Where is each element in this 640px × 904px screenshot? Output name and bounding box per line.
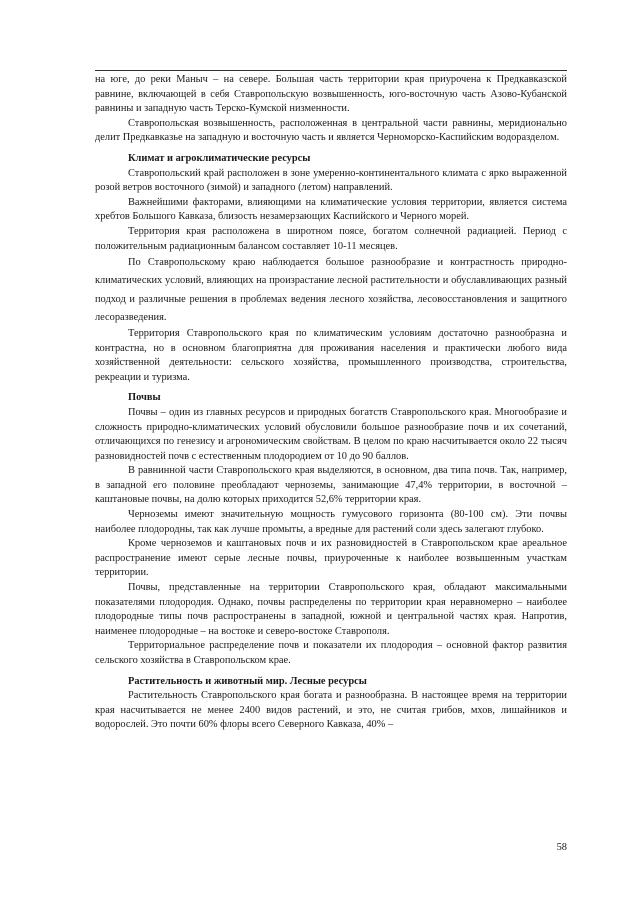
paragraph: Территория края расположена в широтном поясе, богатом солнечной радиацией. Период с положительным радиационным балансом составляет 10-11 месяцев. bbox=[95, 225, 567, 252]
paragraph: Территориальное распределение почв и показатели их плодородия – основной фактор развития сельского хозяйства в Ставропольском крае. bbox=[95, 640, 567, 666]
section-heading-flora: Растительность и животный мир. Лесные ресурсы bbox=[128, 675, 367, 687]
paragraph: В равнинной части Ставропольского края выделяются, в основном, два типа почв. Так, например, в западной его половине преобладают черноземы, занимающие 47,4% территории, в восточной – каштановые почвы, на долю которых приходится 52,6% территории края. bbox=[95, 465, 567, 506]
paragraph: Ставропольский край расположен в зоне умеренно-континентального климата с ярко выраженной розой ветров восточного (зимой) и западного (летом) направлений. bbox=[95, 167, 567, 194]
paragraph: Территория Ставропольского края по климатическим условиям достаточно разнообразна и контрастна, но в основном благоприятна для проживания населения и практически любого вида хозяйственной деятельности: сельского хозяйства, промышленного производства, строительства, рекреации и туризма. bbox=[95, 327, 567, 383]
header-rule bbox=[95, 70, 567, 71]
document-body bbox=[95, 73, 567, 733]
paragraph: По Ставропольскому краю наблюдается большое разнообразие и контрастность природно-климатических условий, влияющих на произрастание лесной растительности и обуславливающих разный подход и различные решения в проблемах ведения лесного хозяйства, лесовосстановления и защитного лесоразведения. bbox=[95, 257, 567, 323]
paragraph: Ставропольская возвышенность, расположенная в центральной части равнины, меридионально делит Предкавказье на западную и восточную часть и является Черноморско-Каспийским водоразделом. bbox=[95, 117, 567, 144]
paragraph: Важнейшими факторами, влияющими на климатические условия территории, является система хребтов Большого Кавказа, близость незамерзающих Каспийского и Черного морей. bbox=[95, 196, 567, 223]
paragraph: Кроме черноземов и каштановых почв и их разновидностей в Ставропольском крае ареальное распространение имеют серые лесные почвы, приуроченные к наиболее возвышенным участкам территории. bbox=[95, 538, 567, 579]
paragraph: на юге, до реки Маныч – на севере. Большая часть территории края приурочена к Предкавказской равнине, включающей в себя Ставропольскую возвышенность, юго-восточную часть Азово-Кубанской равнины и западную часть Терско-Кумской низменности. bbox=[95, 74, 567, 115]
paragraph: Почвы, представленные на территории Ставропольского края, обладают максимальными показателями плодородия. Однако, почвы распределены по территории края неравномерно – наиболее плодородные типы почв распространены в западной, южной и центральной частях края. Напротив, наименее плодородные – на востоке и северо-востоке Ставрополя. bbox=[95, 582, 567, 637]
section-heading-climate: Климат и агроклиматические ресурсы bbox=[128, 152, 311, 164]
paragraph: Почвы – один из главных ресурсов и природных богатств Ставропольского края. Многообразие и сложность природно-климатических условий обусловили большое разнообразие почв и их сочетаний, отличающихся по генезису и агрономическим свойствам. В целом по краю насчитывается около 22 тысяч разновидностей почв с естественным плодородием от 10 до 90 баллов. bbox=[95, 406, 567, 462]
paragraph: Черноземы имеют значительную мощность гумусового горизонта (80-100 см). Эти почвы наиболее плодородны, так как лучше промыты, а вредные для растений соли здесь залегают глубоко. bbox=[95, 509, 567, 535]
paragraph: Растительность Ставропольского края богата и разнообразна. В настоящее время на территории края насчитывается не менее 2400 видов растений, и это, не считая грибов, мхов, лишайников и водорослей. Это почти 60% флоры всего Северного Кавказа, 40% – bbox=[95, 690, 567, 731]
section-heading-soils: Почвы bbox=[128, 392, 161, 404]
page-number: 58 bbox=[556, 842, 567, 853]
